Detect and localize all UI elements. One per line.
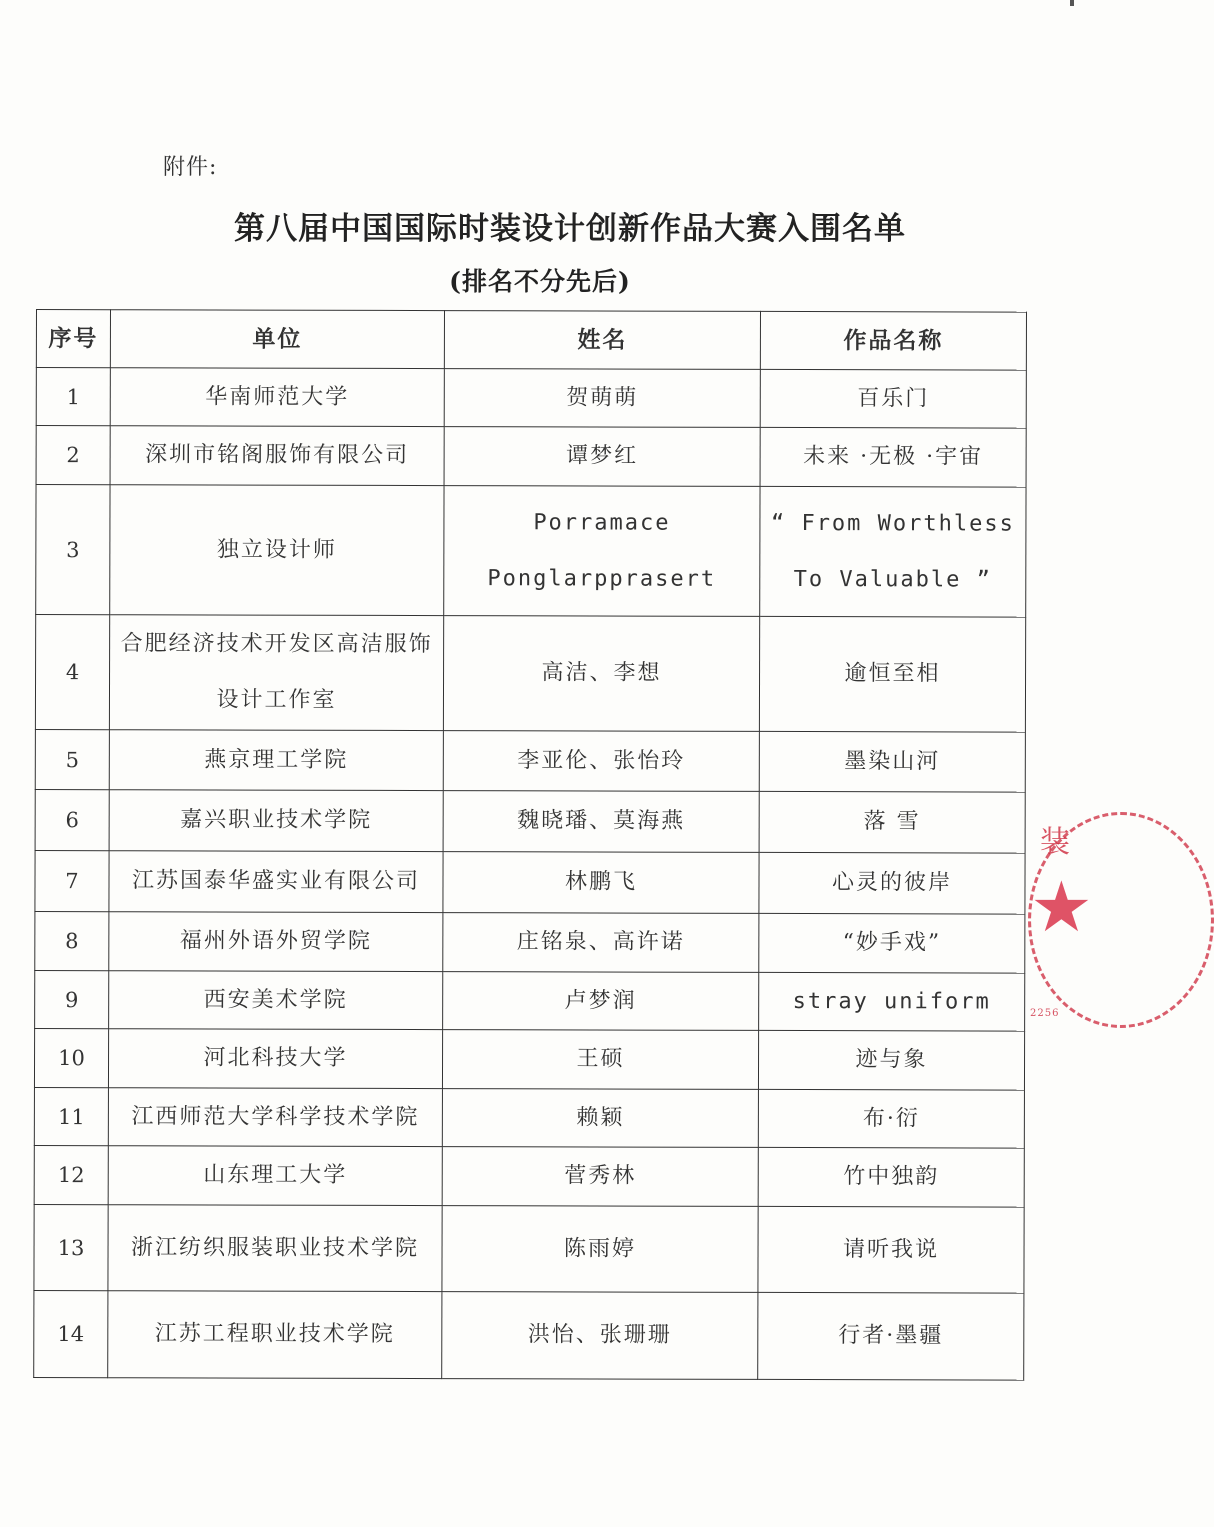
cell-unit: 燕京理工学院 (109, 730, 443, 791)
cell-unit: 合肥经济技术开发区高洁服饰设计工作室 (109, 615, 443, 731)
table-row (36, 485, 1026, 618)
table-row (34, 1145, 1024, 1207)
cell-work: 落 雪 (759, 791, 1025, 853)
cell-unit: 华南师范大学 (110, 368, 444, 427)
cell-no: 12 (34, 1145, 108, 1204)
table-row (34, 1087, 1024, 1148)
table-row (34, 1204, 1024, 1293)
cell-no: 10 (34, 1028, 108, 1087)
table-row (36, 426, 1026, 488)
cell-unit: 河北科技大学 (108, 1029, 442, 1089)
cell-no: 5 (35, 729, 109, 789)
cell-name: 林鹏飞 (443, 852, 759, 914)
cell-work: 逾恒至相 (759, 616, 1025, 732)
cell-name: 陈雨婷 (442, 1206, 758, 1293)
cell-work: stray uniform (759, 972, 1025, 1031)
cell-name: Porramace Ponglarpprasert (444, 486, 760, 617)
table-row (35, 729, 1025, 792)
cell-work: 百乐门 (760, 369, 1026, 428)
table-row (35, 850, 1025, 914)
cell-name: 菅秀林 (442, 1147, 758, 1207)
cell-no: 11 (34, 1087, 108, 1145)
cell-name: 高洁、李想 (443, 616, 759, 732)
cell-work: 竹中独韵 (758, 1147, 1024, 1207)
attachment-label: 附件: (163, 155, 218, 180)
document-title: 第八届中国国际时装设计创新作品大赛入围名单 (234, 211, 906, 247)
cell-unit: 江西师范大学科学技术学院 (108, 1088, 442, 1147)
document-subtitle: (排名不分先后) (449, 267, 631, 296)
cell-unit: 浙江纺织服装职业技术学院 (108, 1205, 442, 1292)
cell-name: 赖颖 (442, 1089, 758, 1148)
cell-unit: 独立设计师 (110, 485, 444, 616)
table-row (36, 368, 1026, 429)
cell-work: 未来 ·无极 ·宇宙 (760, 427, 1026, 487)
cell-no: 13 (34, 1204, 108, 1290)
cell-name: 魏晓璠、莫海燕 (443, 791, 759, 853)
cell-no: 4 (35, 615, 109, 730)
table-row (35, 970, 1025, 1031)
table-row (34, 1028, 1024, 1090)
table-row (35, 911, 1025, 973)
cell-unit: 福州外语外贸学院 (109, 912, 443, 972)
cell-work: “妙手戏” (759, 913, 1025, 973)
cell-work: 布·衍 (758, 1089, 1024, 1148)
cell-work: 墨染山河 (759, 731, 1025, 792)
cell-no: 1 (36, 368, 110, 426)
cell-name: 洪怡、张珊珊 (442, 1292, 758, 1380)
seal-text: 装 (1040, 825, 1070, 860)
seal-number: 2256 (1030, 1008, 1060, 1019)
cell-no: 9 (35, 970, 109, 1028)
cell-work: 请听我说 (758, 1206, 1024, 1293)
column-header-no: 序号 (36, 310, 110, 368)
cell-no: 8 (35, 911, 109, 970)
cell-no: 6 (35, 789, 109, 850)
official-seal-stamp (1026, 812, 1093, 1024)
column-header-unit: 单位 (110, 310, 444, 369)
scan-edge-mark (1070, 0, 1074, 6)
cell-work: 行者·墨疆 (758, 1292, 1024, 1380)
table-row (35, 789, 1025, 853)
cell-name: 李亚伦、张怡玲 (443, 731, 759, 792)
cell-work: “ From Worthless To Valuable ” (760, 486, 1026, 617)
cell-unit: 江苏工程职业技术学院 (108, 1291, 442, 1379)
column-header-name: 姓名 (444, 311, 760, 370)
cell-work: 心灵的彼岸 (759, 852, 1025, 914)
column-header-work: 作品名称 (760, 311, 1026, 370)
table-header-row (36, 310, 1026, 371)
cell-no: 3 (36, 485, 110, 615)
table-row (35, 615, 1025, 733)
cell-unit: 深圳市铭阁服饰有限公司 (110, 426, 444, 486)
cell-no: 2 (36, 426, 110, 485)
cell-unit: 江苏国泰华盛实业有限公司 (109, 851, 443, 913)
cell-no: 14 (34, 1290, 108, 1377)
cell-name: 庄铭泉、高许诺 (443, 913, 759, 973)
cell-unit: 嘉兴职业技术学院 (109, 790, 443, 852)
cell-no: 7 (35, 850, 109, 911)
cell-unit: 西安美术学院 (109, 971, 443, 1030)
finalist-table (33, 309, 1027, 1381)
cell-work: 迹与象 (758, 1030, 1024, 1090)
cell-name: 谭梦红 (444, 427, 760, 487)
cell-name: 贺萌萌 (444, 369, 760, 428)
cell-name: 卢梦润 (443, 972, 759, 1031)
seal-star-icon: ★ (1030, 866, 1093, 948)
cell-name: 王硕 (442, 1030, 758, 1090)
cell-unit: 山东理工大学 (108, 1146, 442, 1206)
table-row (34, 1290, 1024, 1380)
